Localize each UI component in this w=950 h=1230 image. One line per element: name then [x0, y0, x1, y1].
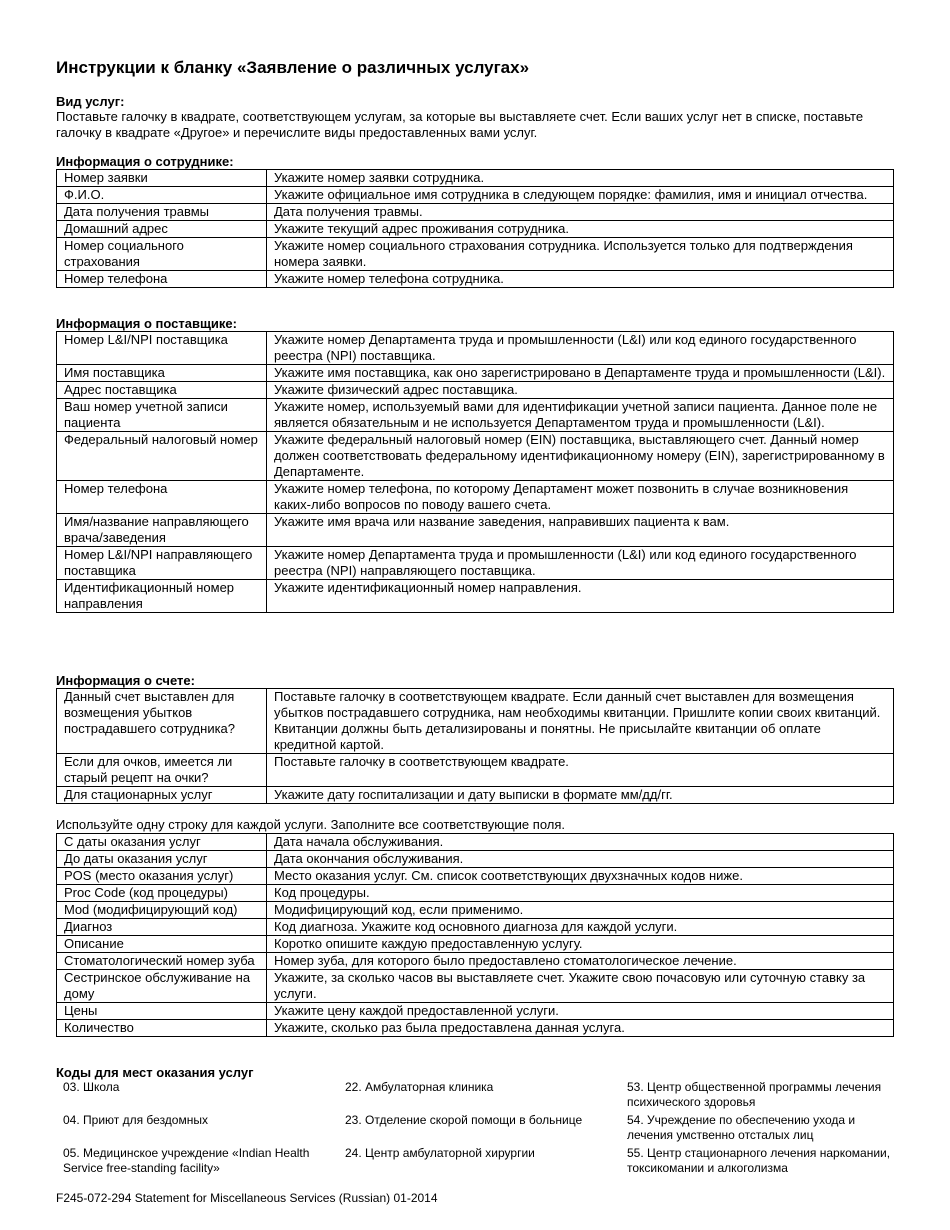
field-name: Proc Code (код процедуры) — [57, 885, 267, 902]
field-instruction: Укажите физический адрес поставщика. — [267, 382, 894, 399]
field-name: Сестринское обслуживание на дому — [57, 970, 267, 1003]
field-name: Номер L&I/NPI поставщика — [57, 332, 267, 365]
table-row — [57, 1020, 894, 1037]
service-type-heading: Вид услуг: — [56, 94, 125, 109]
table-row — [57, 547, 894, 580]
field-instruction: Дата начала обслуживания. — [267, 834, 894, 851]
field-instruction: Коротко опишите каждую предоставленную услугу. — [267, 936, 894, 953]
table-row — [57, 332, 894, 365]
field-name: Описание — [57, 936, 267, 953]
table-row — [57, 970, 894, 1003]
field-instruction: Укажите текущий адрес проживания сотрудника. — [267, 221, 894, 238]
field-instruction: Укажите номер заявки сотрудника. — [267, 170, 894, 187]
field-instruction: Дата получения травмы. — [267, 204, 894, 221]
table-row — [57, 238, 894, 271]
field-instruction: Укажите цену каждой предоставленной услуги. — [267, 1003, 894, 1020]
lines-table — [56, 833, 894, 1037]
codes-grid — [56, 1080, 894, 1176]
field-name: Имя/название направляющего врача/заведения — [57, 514, 267, 547]
field-instruction: Модифицирующий код, если применимо. — [267, 902, 894, 919]
field-instruction: Укажите идентификационный номер направления. — [267, 580, 894, 613]
table-row — [57, 868, 894, 885]
field-instruction: Укажите имя поставщика, как оно зарегистрировано в Департаменте труда и промышленности (L&I). — [267, 365, 894, 382]
employee-heading: Информация о сотруднике: — [56, 154, 234, 169]
field-instruction: Дата окончания обслуживания. — [267, 851, 894, 868]
field-name: Дата получения травмы — [57, 204, 267, 221]
field-name: Номер L&I/NPI направляющего поставщика — [57, 547, 267, 580]
place-code-item: 22. Амбулаторная клиника — [345, 1080, 494, 1094]
field-name: Стоматологический номер зуба — [57, 953, 267, 970]
table-row — [57, 834, 894, 851]
table-row — [57, 919, 894, 936]
bill-table — [56, 688, 894, 804]
table-row — [57, 481, 894, 514]
field-instruction: Место оказания услуг. См. список соответствующих двухзначных кодов ниже. — [267, 868, 894, 885]
field-name: Номер телефона — [57, 481, 267, 514]
field-name: Ваш номер учетной записи пациента — [57, 399, 267, 432]
field-name: Для стационарных услуг — [57, 787, 267, 804]
lines-intro: Используйте одну строку для каждой услуги. Заполните все соответствующие поля. — [56, 817, 565, 832]
codes-section — [56, 1065, 894, 1176]
field-name: Федеральный налоговый номер — [57, 432, 267, 481]
table-row — [57, 787, 894, 804]
table-row — [57, 432, 894, 481]
provider-section — [56, 316, 894, 613]
field-name: Данный счет выставлен для возмещения убытков пострадавшего сотрудника? — [57, 689, 267, 754]
field-name: Цены — [57, 1003, 267, 1020]
provider-table — [56, 331, 894, 613]
field-instruction: Укажите номер телефона, по которому Департамент может позвонить в случае возникновения каких-либо вопросов по поводу вашего счета. — [267, 481, 894, 514]
place-code-item: 05. Медицинское учреждение «Indian Health Service free-standing facility» — [63, 1146, 310, 1175]
field-name: Если для очков, имеется ли старый рецепт на очки? — [57, 754, 267, 787]
table-row — [57, 689, 894, 754]
field-instruction: Укажите официальное имя сотрудника в следующем порядке: фамилия, имя и инициал отчества. — [267, 187, 894, 204]
field-name: Адрес поставщика — [57, 382, 267, 399]
place-code-item: 04. Приют для бездомных — [63, 1113, 208, 1127]
field-name: Домашний адрес — [57, 221, 267, 238]
table-row — [57, 754, 894, 787]
field-instruction: Код процедуры. — [267, 885, 894, 902]
bill-section — [56, 673, 894, 804]
table-row — [57, 580, 894, 613]
page-title: Инструкции к бланку «Заявление о различных услугах» — [56, 58, 530, 77]
field-instruction: Укажите номер Департамента труда и промышленности (L&I) или код единого государственного реестра (NPI) направляющего поставщика. — [267, 547, 894, 580]
table-row — [57, 204, 894, 221]
field-name: Mod (модифицирующий код) — [57, 902, 267, 919]
field-name: До даты оказания услуг — [57, 851, 267, 868]
place-code-item: 23. Отделение скорой помощи в больнице — [345, 1113, 583, 1127]
footer: F245-072-294 Statement for Miscellaneous Services (Russian) 01-2014 — [56, 1191, 438, 1205]
field-name: Номер телефона — [57, 271, 267, 288]
service-type-text: Поставьте галочку в квадрате, соответствующем услугам, за которые вы выставляете счет. Если ваших услуг нет в списке, поставьте галочку в квадрате «Другое» и перечислите виды предоставленных вами услуг. — [56, 109, 864, 140]
field-instruction: Укажите, сколько раз была предоставлена данная услуга. — [267, 1020, 894, 1037]
field-instruction: Поставьте галочку в соответствующем квадрате. Если данный счет выставлен для возмещения убытков пострадавшего сотрудника, нам необходимы квитанции. Пришлите копии своих квитанций. Квитанции должны быть детализированы и понятны. Не присылайте квитанции об оплате кредитной картой. — [267, 689, 894, 754]
table-row — [57, 399, 894, 432]
codes-heading: Коды для мест оказания услуг — [56, 1065, 254, 1080]
table-row — [57, 953, 894, 970]
lines-section — [56, 817, 894, 1037]
field-instruction: Укажите дату госпитализации и дату выписки в формате мм/дд/гг. — [267, 787, 894, 804]
employee-table — [56, 169, 894, 288]
field-name: Количество — [57, 1020, 267, 1037]
employee-section — [56, 154, 894, 288]
place-code-item: 24. Центр амбулаторной хирургии — [345, 1146, 535, 1160]
table-row — [57, 902, 894, 919]
place-code-item: 55. Центр стационарного лечения наркомании, токсикомании и алкоголизма — [627, 1146, 891, 1175]
field-instruction: Укажите федеральный налоговый номер (EIN) поставщика, выставляющего счет. Данный номер должен соответствовать федеральному идентификационному номеру (EIN), зарегистрированному в Департаменте. — [267, 432, 894, 481]
field-name: Ф.И.О. — [57, 187, 267, 204]
field-name: Идентификационный номер направления — [57, 580, 267, 613]
field-instruction: Укажите номер социального страхования сотрудника. Используется только для подтверждения номера заявки. — [267, 238, 894, 271]
table-row — [57, 885, 894, 902]
table-row — [57, 851, 894, 868]
field-instruction: Укажите номер, используемый вами для идентификации учетной записи пациента. Данное поле не является обязательным и не используется Департаментом труда и промышленности (L&I). — [267, 399, 894, 432]
table-row — [57, 271, 894, 288]
place-code-item: 03. Школа — [63, 1080, 120, 1094]
field-name: POS (место оказания услуг) — [57, 868, 267, 885]
table-row — [57, 187, 894, 204]
field-instruction: Укажите номер Департамента труда и промышленности (L&I) или код единого государственного реестра (NPI) поставщика. — [267, 332, 894, 365]
provider-heading: Информация о поставщике: — [56, 316, 237, 331]
field-instruction: Укажите номер телефона сотрудника. — [267, 271, 894, 288]
table-row — [57, 1003, 894, 1020]
place-code-item: 53. Центр общественной программы лечения психического здоровья — [627, 1080, 882, 1109]
table-row — [57, 936, 894, 953]
bill-heading: Информация о счете: — [56, 673, 195, 688]
table-row — [57, 221, 894, 238]
place-code-item: 54. Учреждение по обеспечению ухода и лечения умственно отсталых лиц — [627, 1113, 856, 1142]
field-instruction: Номер зуба, для которого было предоставлено стоматологическое лечение. — [267, 953, 894, 970]
field-instruction: Укажите, за сколько часов вы выставляете счет. Укажите свою почасовую или суточную ставку за услуги. — [267, 970, 894, 1003]
field-instruction: Укажите имя врача или название заведения, направивших пациента к вам. — [267, 514, 894, 547]
field-name: Имя поставщика — [57, 365, 267, 382]
field-name: Диагноз — [57, 919, 267, 936]
table-row — [57, 170, 894, 187]
table-row — [57, 365, 894, 382]
table-row — [57, 514, 894, 547]
field-instruction: Код диагноза. Укажите код основного диагноза для каждой услуги. — [267, 919, 894, 936]
field-name: С даты оказания услуг — [57, 834, 267, 851]
service-type-section — [56, 94, 894, 141]
field-name: Номер социального страхования — [57, 238, 267, 271]
table-row — [57, 382, 894, 399]
field-name: Номер заявки — [57, 170, 267, 187]
field-instruction: Поставьте галочку в соответствующем квадрате. — [267, 754, 894, 787]
